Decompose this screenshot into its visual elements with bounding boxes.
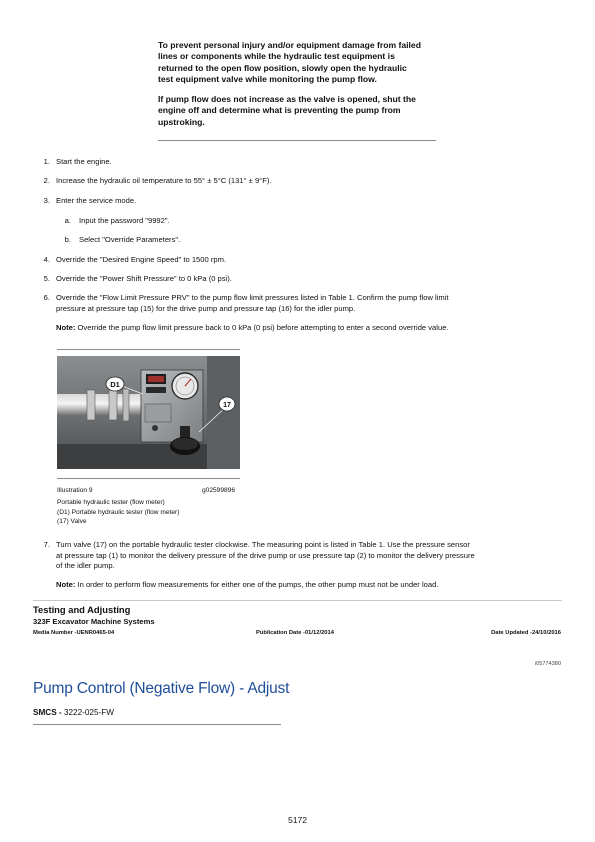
substep-text: Select "Override Parameters". xyxy=(79,235,181,244)
step-number: 2. xyxy=(43,176,50,185)
warning-line: test equipment valve while monitoring the pump flow. xyxy=(158,73,377,84)
smcs-divider xyxy=(33,724,281,725)
step-text: Increase the hydraulic oil temperature to 55° ± 5°C (131° ± 9°F). xyxy=(56,176,272,185)
substep-letter: b. xyxy=(64,235,71,244)
footer-divider xyxy=(33,600,562,601)
figure-bottom-rule xyxy=(57,478,240,479)
step-number: 7. xyxy=(43,540,50,549)
caption-line: (D1) Portable hydraulic tester (flow meter) xyxy=(57,508,180,516)
hydraulic-tester-photo xyxy=(57,356,240,469)
step-number: 6. xyxy=(43,293,50,302)
note xyxy=(56,580,562,591)
substep-text: Input the password "9992". xyxy=(79,216,170,225)
step-number: 1. xyxy=(43,157,50,166)
step-number: 4. xyxy=(43,255,50,264)
callout-d1-label: D1 xyxy=(110,379,120,389)
step-text-line: of the idler pump. xyxy=(56,561,115,570)
warning-line: If pump flow does not increase as the valve is opened, shut the xyxy=(158,94,416,105)
footer-subtitle: 323F Excavator Machine Systems xyxy=(33,617,155,626)
publication-date: Publication Date -01/12/2014 xyxy=(256,630,334,636)
smcs-code xyxy=(33,708,114,717)
step-text xyxy=(56,540,562,572)
warning-line: lines or components while the hydraulic test equipment is xyxy=(158,51,395,62)
section-title: Pump Control (Negative Flow) - Adjust xyxy=(33,680,290,697)
smcs-value: 3222-025-FW xyxy=(63,708,114,717)
warning-line: engine off and determine what is preventing the pump from xyxy=(158,105,401,116)
caption-line: Portable hydraulic tester (flow meter) xyxy=(57,499,165,506)
step-text-line: at pressure tap (1) to monitor the delivery pressure of the drive pump or use pressure tap (2) to monitor the delivery pressure xyxy=(56,550,475,560)
document-id: i05774380 xyxy=(534,661,561,667)
smcs-label: SMCS - xyxy=(33,708,64,717)
step-number: 5. xyxy=(43,274,50,283)
page-number: 5172 xyxy=(287,815,308,825)
note xyxy=(56,323,562,334)
caption-line: (17) Valve xyxy=(57,518,87,525)
warning-line: upstroking. xyxy=(158,116,205,127)
callout-17-label: 17 xyxy=(223,401,231,409)
step-text xyxy=(56,293,562,314)
step-text: Start the engine. xyxy=(56,157,112,166)
warning-block xyxy=(158,40,448,128)
illustration-photo xyxy=(57,356,240,469)
illustration-code: g02599896 xyxy=(202,487,236,494)
step-text: Override the "Desired Engine Speed" to 1500 rpm. xyxy=(56,255,227,264)
note-label: Note: xyxy=(56,580,76,589)
note-text: Override the pump flow limit pressure back to 0 kPa (0 psi) before attempting to enter a second override value. xyxy=(75,323,449,332)
substep-letter: a. xyxy=(64,216,71,225)
step-text: Enter the service mode. xyxy=(56,196,137,205)
date-updated: Date Updated -24/10/2016 xyxy=(491,630,561,636)
step-text-line: Override the "Flow Limit Pressure PRV" to the pump flow limit pressures listed in Table 1. Confirm the pump flow limit xyxy=(56,293,449,302)
media-number: Media Number -UENR0465-04 xyxy=(33,630,115,636)
figure-top-rule xyxy=(57,349,240,350)
note-text: In order to perform flow measurements for either one of the pumps, the other pump must not be under load. xyxy=(75,580,439,589)
step-number: 3. xyxy=(43,196,50,205)
illustration-label: Illustration 9 xyxy=(57,487,93,494)
step-text-line: Turn valve (17) on the portable hydraulic tester clockwise. The measuring point is listed in Table 1. Use the pressure sensor xyxy=(56,540,470,549)
illustration-caption xyxy=(57,498,179,527)
warning-divider xyxy=(158,140,436,141)
warning-line: returned to the open flow position, slowly open the hydraulic xyxy=(158,62,407,73)
step-text-line: pressure at pressure tap (15) for the drive pump and pressure tap (16) for the idler pump. xyxy=(56,303,356,313)
note-label: Note: xyxy=(56,323,76,332)
footer-title: Testing and Adjusting xyxy=(33,604,131,615)
warning-line: To prevent personal injury and/or equipment damage from failed xyxy=(158,40,421,50)
step-text: Override the "Power Shift Pressure" to 0 kPa (0 psi). xyxy=(56,274,232,283)
